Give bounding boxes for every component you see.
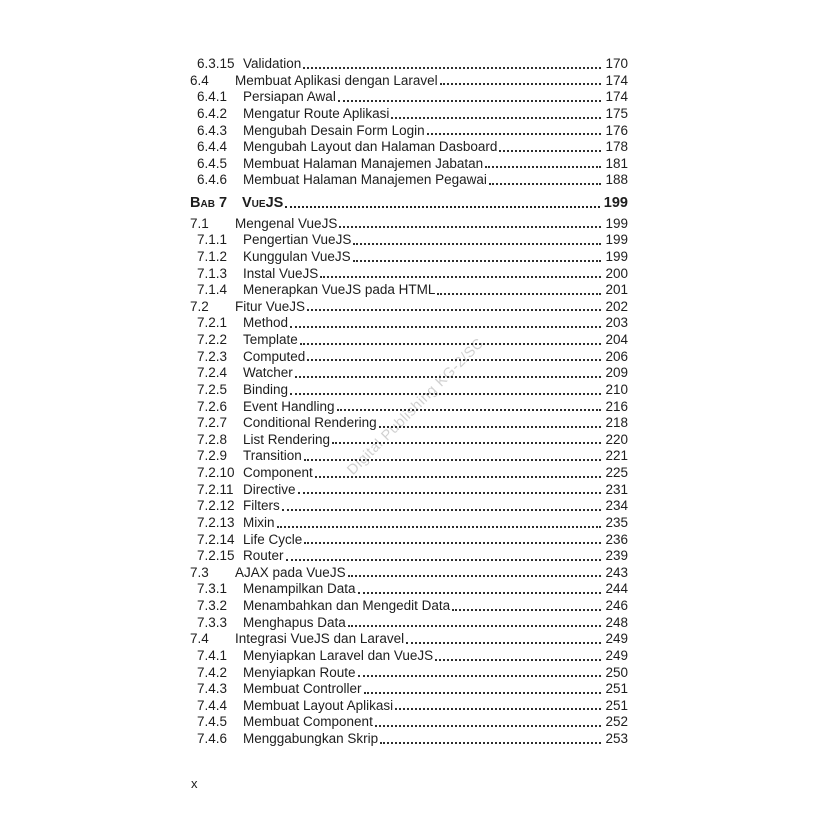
toc-entry-page: 176 [605, 122, 628, 138]
toc-entry-number: 7.4.3 [197, 681, 228, 697]
toc-entry [190, 714, 628, 731]
toc-entry-title: Life Cycle [243, 531, 303, 547]
dot-leader [391, 117, 601, 119]
toc-entry-number: 7.2.5 [197, 381, 228, 397]
toc-entry-number: 7.2.9 [197, 448, 228, 464]
toc-entry [190, 89, 628, 106]
toc-entry [190, 365, 628, 382]
dot-leader [452, 609, 601, 611]
toc-entry-number: 6.4.5 [197, 155, 228, 171]
dot-leader [290, 393, 601, 395]
toc-entry-number: 6.4.4 [197, 139, 228, 155]
toc-entry-page: 250 [605, 664, 628, 680]
toc-entry-title: Menambahkan dan Mengedit Data [243, 598, 451, 613]
dot-leader [295, 376, 602, 378]
dot-leader [277, 526, 602, 528]
toc-entry [190, 332, 628, 349]
toc-entry [190, 349, 628, 366]
toc-entry-page: 249 [605, 631, 628, 647]
toc-entry [190, 615, 628, 632]
toc-entry-page: 200 [605, 265, 628, 281]
toc-entry [190, 282, 628, 299]
dot-leader [364, 692, 602, 694]
toc-entry-page: 216 [605, 398, 628, 414]
toc-entry-title: Filters [243, 498, 280, 514]
toc-entry-page: 174 [605, 72, 628, 88]
toc-entry-page: 204 [605, 332, 628, 347]
dot-leader [307, 309, 601, 311]
toc-entry-title: Computed [243, 348, 306, 364]
toc-entry [190, 581, 628, 598]
toc-entry [190, 565, 628, 582]
toc-entry-number: 7.3.3 [197, 614, 228, 630]
toc-entry-page: 188 [605, 172, 628, 188]
dot-leader [380, 742, 601, 744]
toc-entry-page: 253 [605, 731, 628, 746]
dot-leader [285, 206, 599, 208]
toc-entry-page: 199 [603, 195, 628, 211]
dot-leader [353, 260, 602, 262]
toc-entry-title: Method [243, 315, 289, 331]
toc-entry-title: Template [243, 332, 298, 347]
toc-entry-page: 174 [605, 89, 628, 105]
toc-entry-page: 235 [605, 514, 628, 530]
toc-entry-page: 203 [605, 315, 628, 331]
dot-leader [300, 343, 602, 345]
toc-entry-number: 7.3.1 [197, 581, 228, 597]
toc-entry-title: Membuat Halaman Manajemen Jabatan [243, 155, 484, 171]
dot-leader [437, 293, 601, 295]
toc-entry-number: 7.2.3 [197, 348, 228, 364]
toc-entry-number: 7.3 [190, 564, 209, 580]
toc-entry-number: 7.2.15 [197, 548, 235, 564]
toc-entry [190, 498, 628, 515]
dot-leader [337, 409, 602, 411]
toc-entry-page: 178 [605, 139, 628, 155]
toc-entry [190, 698, 628, 715]
toc-entry [190, 56, 628, 73]
dot-leader [290, 326, 601, 328]
toc-entry-title: Instal VueJS [243, 265, 319, 281]
toc-entry-number: 7.4.1 [197, 647, 228, 663]
dot-leader [282, 509, 602, 511]
toc-entry-title: Membuat Component [243, 714, 373, 730]
toc-entry [190, 681, 628, 698]
dot-leader [339, 226, 601, 228]
toc-entry-page: 181 [605, 155, 628, 171]
toc-entry-title: Directive [243, 481, 296, 497]
toc-entry-page: 246 [605, 598, 628, 613]
toc-entry-page: 248 [605, 614, 628, 630]
toc-entry-number: 7.2.11 [197, 481, 234, 497]
toc-entry-title: Mixin [243, 514, 275, 530]
toc-entry-number: 7.1 [190, 215, 209, 231]
toc-entry-title: Watcher [243, 365, 293, 381]
dot-leader [435, 659, 601, 661]
toc-entry-title: Event Handling [243, 398, 335, 414]
toc-entry-number: 7.2.4 [197, 365, 228, 381]
toc-entry-number: 7.4.5 [197, 714, 228, 730]
toc-entry-number: 7.2.7 [197, 415, 228, 431]
toc-entry-page: 243 [605, 564, 628, 580]
toc-entry-page: 244 [605, 581, 628, 597]
dot-leader [304, 542, 601, 544]
toc-list [190, 56, 628, 748]
toc-entry-title: Membuat Layout Aplikasi [243, 697, 394, 713]
toc-entry-number: 7.4 [190, 631, 209, 647]
toc-entry-number: 7.2.14 [197, 531, 235, 547]
dot-leader [379, 426, 602, 428]
dot-leader [440, 83, 602, 85]
toc-entry-page: 210 [605, 381, 628, 397]
toc-entry [190, 731, 628, 748]
dot-leader [332, 442, 601, 444]
toc-entry-page: 202 [605, 298, 628, 314]
toc-entry-title: Membuat Halaman Manajemen Pegawai [243, 172, 487, 188]
toc-entry-title: Conditional Rendering [243, 415, 377, 431]
toc-entry-page: 220 [605, 431, 628, 447]
toc-entry [190, 299, 628, 316]
toc-entry [190, 216, 628, 233]
toc-entry-number: 6.3.15 [197, 56, 235, 71]
dot-leader [286, 559, 602, 561]
dot-leader [315, 476, 602, 478]
dot-leader [320, 276, 601, 278]
toc-entry-page: 218 [605, 415, 628, 431]
dot-leader [489, 183, 602, 185]
toc-entry-number: 7.1.3 [197, 265, 228, 281]
toc-entry [190, 106, 628, 123]
toc-entry [190, 382, 628, 399]
toc-entry-page: 201 [605, 282, 628, 298]
toc-entry [190, 465, 628, 482]
toc-entry-title: Menyiapkan Route [243, 664, 356, 680]
toc-entry-title: List Rendering [243, 431, 331, 447]
toc-entry-number: 7.2.13 [197, 514, 235, 530]
toc-entry [190, 315, 628, 332]
toc-entry [190, 432, 628, 449]
toc-entry-title: AJAX pada VueJS [235, 564, 346, 580]
dot-leader [298, 492, 602, 494]
toc-entry [190, 631, 628, 648]
toc-entry [190, 515, 628, 532]
toc-entry-number: 7.3.2 [197, 598, 228, 613]
toc-entry-page: 236 [605, 531, 628, 547]
toc-entry [190, 648, 628, 665]
dot-leader [348, 625, 602, 627]
dot-leader [353, 243, 601, 245]
toc-entry-page: 199 [605, 248, 628, 264]
toc-entry-number: 7.2.1 [197, 315, 228, 331]
dot-leader [427, 133, 602, 135]
toc-entry-title: Transition [243, 448, 302, 464]
footer-page-number: x [191, 776, 198, 791]
toc-entry-page: 251 [605, 681, 628, 697]
toc-entry-number: 7.1.1 [197, 232, 228, 248]
toc-entry [190, 156, 628, 173]
toc-entry [190, 139, 628, 156]
toc-entry-page: 206 [605, 348, 628, 364]
toc-entry-page: 199 [605, 232, 628, 248]
toc-entry-page: 175 [605, 105, 628, 121]
toc-entry-number: 6.4.1 [197, 89, 228, 105]
dot-leader [303, 67, 601, 69]
toc-entry [190, 448, 628, 465]
toc-entry [190, 482, 628, 499]
dot-leader [307, 359, 601, 361]
toc-entry-number: 7.4.2 [197, 664, 228, 680]
toc-entry [190, 598, 628, 615]
toc-entry-title: Mengatur Route Aplikasi [243, 105, 390, 121]
toc-entry-page: 239 [605, 548, 628, 564]
toc-entry [190, 415, 628, 432]
dot-leader [338, 100, 602, 102]
toc-entry-number: 7.2.8 [197, 431, 228, 447]
toc-entry-title: Binding [243, 381, 289, 397]
dot-leader [406, 642, 601, 644]
toc-entry [190, 249, 628, 266]
toc-entry [190, 665, 628, 682]
toc-entry-number: 6.4 [190, 72, 209, 88]
dot-leader [358, 592, 602, 594]
toc-entry-page: 231 [605, 481, 628, 497]
toc-entry-title: Mengubah Desain Form Login [243, 122, 425, 138]
toc-entry-number: Bab 7 [190, 195, 228, 211]
toc-entry-number: 7.2.2 [197, 332, 228, 347]
toc-entry-number: 6.4.2 [197, 105, 228, 121]
toc-entry-title: Menampilkan Data [243, 581, 356, 597]
toc-entry [190, 548, 628, 565]
toc-entry-number: 7.2.6 [197, 398, 228, 414]
toc-entry-page: 170 [605, 56, 628, 71]
toc-entry [190, 195, 628, 212]
toc-entry-page: 252 [605, 714, 628, 730]
dot-leader [499, 150, 601, 152]
dot-leader [485, 166, 601, 168]
toc-entry-title: Validation [243, 56, 302, 71]
toc-entry [190, 73, 628, 90]
dot-leader [304, 459, 602, 461]
toc-entry [190, 172, 628, 189]
toc-entry-number: 6.4.3 [197, 122, 228, 138]
toc-entry-title: Menghapus Data [243, 614, 346, 630]
toc-entry-number: 7.4.4 [197, 697, 228, 713]
toc-entry-number: 7.2.12 [197, 498, 235, 514]
toc-entry-number: 7.2 [190, 298, 209, 314]
toc-entry-page: 225 [605, 465, 628, 480]
toc-entry-title: Menerapkan VueJS pada HTML [243, 282, 436, 298]
toc-entry-title: Fitur VueJS [235, 298, 306, 314]
toc-entry-title: Integrasi VueJS dan Laravel [235, 631, 405, 647]
toc-entry-title: Membuat Controller [243, 681, 362, 697]
toc-entry-title: Persiapan Awal [243, 89, 336, 105]
toc-entry-title: Router [243, 548, 284, 564]
toc-entry-number: 7.1.4 [197, 282, 228, 298]
toc-entry-title: Component [243, 465, 313, 480]
toc-entry [190, 123, 628, 140]
toc-entry-page: 234 [605, 498, 628, 514]
toc-entry-title: Membuat Aplikasi dengan Laravel [235, 72, 438, 88]
toc-entry-number: 6.4.6 [197, 172, 228, 188]
toc-entry [190, 532, 628, 549]
toc-entry [190, 399, 628, 416]
toc-entry-page: 221 [605, 448, 628, 464]
watermark-text: Digital Publishing KG-2/SC [344, 335, 488, 479]
dot-leader [358, 675, 602, 677]
toc-entry-title: Mengubah Layout dan Halaman Dasboard [243, 139, 498, 155]
toc-entry-number: 7.2.10 [197, 465, 235, 480]
dot-leader [375, 725, 602, 727]
dot-leader [348, 575, 602, 577]
toc-entry-number: 7.1.2 [197, 248, 228, 264]
toc-entry-title: Menggabungkan Skrip [243, 731, 379, 746]
toc-entry-number: 7.4.6 [197, 731, 228, 746]
toc-entry-title: VueJS [242, 195, 284, 211]
toc-entry [190, 232, 628, 249]
toc-entry [190, 266, 628, 283]
dot-leader [395, 708, 601, 710]
toc-entry-title: Kunggulan VueJS [243, 248, 351, 264]
toc-entry-title: Pengertian VueJS [243, 232, 352, 248]
toc-entry-page: 249 [605, 647, 628, 663]
toc-entry-title: Menyiapkan Laravel dan VueJS [243, 647, 434, 663]
toc-entry-page: 209 [605, 365, 628, 381]
toc-entry-page: 251 [605, 697, 628, 713]
toc-entry-page: 199 [605, 215, 628, 231]
toc-entry-title: Mengenal VueJS [235, 215, 338, 231]
